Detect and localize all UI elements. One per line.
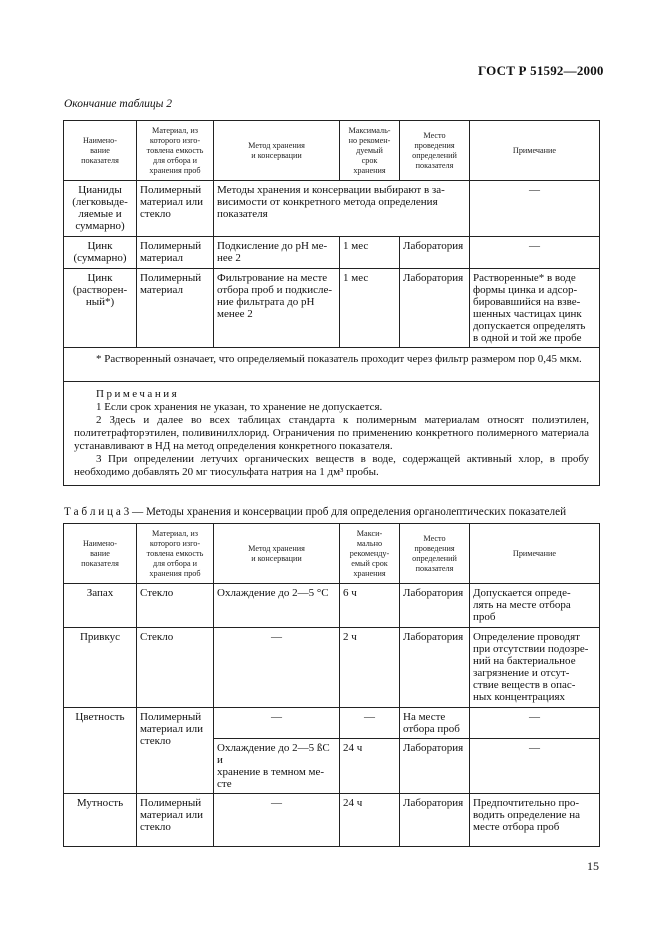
- col-header-method: Метод хранения и консервации: [214, 524, 340, 584]
- table3-header-row: [64, 524, 600, 584]
- row-method: —: [214, 708, 340, 739]
- col-header-method: Метод хранения и консервации: [214, 121, 340, 181]
- row-place: Лаборатория: [400, 237, 470, 269]
- row-term: 24 ч: [340, 739, 400, 794]
- col-header-name: Наимено- вание показателя: [64, 524, 137, 584]
- col-header-place: Место проведения определений показателя: [400, 121, 470, 181]
- col-header-place: Место проведения определений показателя: [400, 524, 470, 584]
- document-standard-header: ГОСТ Р 51592—2000: [478, 63, 604, 78]
- col-header-term: Макси- мально рекоменду- емый срок хранения: [340, 524, 400, 584]
- table2-footnote-row: [64, 348, 600, 382]
- row-place: На месте отбора проб: [400, 708, 470, 739]
- table-2: [63, 120, 600, 486]
- row-term: 1 мес: [340, 237, 400, 269]
- table-row: [64, 584, 600, 628]
- note-item: 3 При определении летучих органических веществ в воде, содержащей активный хлор, в пробу необходимо добавлять 20 мг тиосульфата натрия на 1 дм³ пробы.: [74, 453, 589, 478]
- table-row: [64, 181, 600, 237]
- table-3: [63, 523, 600, 847]
- table-row: [64, 237, 600, 269]
- note-item: 2 Здесь и далее во всех таблицах стандарта к полимерным материалам относят полиэтилен, политетрафторэтилен, поливинилхлорид. Ограничения по применению конкретного полимерного материала устанавливают в НД на метод определения конкретного показателя.: [74, 414, 589, 452]
- row-note: Растворенные* в воде формы цинка и адсор- бировавшийся на взве- шенных частицах цинк допускается определять в одной и той же пробе: [470, 269, 600, 348]
- table2-continuation-label: Окончание таблицы 2: [64, 98, 172, 110]
- table-row: [64, 708, 600, 739]
- row-place: Лаборатория: [400, 269, 470, 348]
- row-place: Лаборатория: [400, 584, 470, 628]
- page-number: 15: [587, 859, 599, 873]
- row-note: —: [470, 708, 600, 739]
- col-header-note: Примечание: [470, 121, 600, 181]
- col-header-name: Наимено- вание показателя: [64, 121, 137, 181]
- notes-title: Примечания: [96, 388, 180, 400]
- row-method: —: [214, 794, 340, 847]
- table-row: [64, 628, 600, 708]
- table2-header-row: [64, 121, 600, 181]
- table2-footnote-cell: [64, 348, 600, 382]
- table-row: [64, 794, 600, 847]
- row-name: Цинк (суммарно): [64, 237, 137, 269]
- row-note: —: [470, 739, 600, 794]
- row-name: Цветность: [64, 708, 137, 794]
- row-method: Охлаждение до 2—5 ßС и хранение в темном ме- сте: [214, 739, 340, 794]
- row-place: Лаборатория: [400, 794, 470, 847]
- row-material: Полимерный материал или стекло: [137, 794, 214, 847]
- row-name: Запах: [64, 584, 137, 628]
- table2-notes-row: [64, 382, 600, 486]
- table-row: [64, 269, 600, 348]
- row-note: Допускается опреде- лять на месте отбора проб: [470, 584, 600, 628]
- row-method: Фильтрование на месте отбора проб и подкисле- ние фильтрата до pH менее 2: [214, 269, 340, 348]
- row-place: Лаборатория: [400, 739, 470, 794]
- row-material: Полимерный материал: [137, 269, 214, 348]
- row-name: Цинк (растворен- ный*): [64, 269, 137, 348]
- row-term: 2 ч: [340, 628, 400, 708]
- table3-caption: Т а б л и ц а 3 — Методы хранения и консервации проб для определения органолептических показателей: [64, 506, 567, 518]
- row-note: Определение проводят при отсутствии подозре- ний на бактериальное загрязнение и отсут- ствие веществ в опас- ных концентрациях: [470, 628, 600, 708]
- row-name: Привкус: [64, 628, 137, 708]
- row-note: Предпочтительно про- водить определение на месте отбора проб: [470, 794, 600, 847]
- row-method: —: [214, 628, 340, 708]
- row-note: —: [470, 181, 600, 237]
- col-header-note: Примечание: [470, 524, 600, 584]
- row-term: 1 мес: [340, 269, 400, 348]
- table2-notes-cell: [64, 382, 600, 486]
- row-term: —: [340, 708, 400, 739]
- col-header-term: Максималь- но рекомен- дуемый срок хранения: [340, 121, 400, 181]
- col-header-material: Материал, из которого изго- товлена емкость для отбора и хранения проб: [137, 121, 214, 181]
- row-material: Полимерный материал или стекло: [137, 181, 214, 237]
- row-material: Стекло: [137, 584, 214, 628]
- row-term: 6 ч: [340, 584, 400, 628]
- row-name: Мутность: [64, 794, 137, 847]
- row-material: Стекло: [137, 628, 214, 708]
- row-material: Полимерный материал или стекло: [137, 708, 214, 794]
- row-method: Охлаждение до 2—5 °С: [214, 584, 340, 628]
- row-method: Подкисление до pH ме- нее 2: [214, 237, 340, 269]
- row-note: —: [470, 237, 600, 269]
- row-name: Цианиды (легковыде- ляемые и суммарно): [64, 181, 137, 237]
- row-material: Полимерный материал: [137, 237, 214, 269]
- row-method: Методы хранения и консервации выбирают в за- висимости от конкретного метода определения показателя: [214, 181, 470, 237]
- footnote-text: * Растворенный означает, что определяемый показатель проходит через фильтр размером пор 0,45 мкм.: [96, 353, 582, 365]
- row-term: 24 ч: [340, 794, 400, 847]
- col-header-material: Материал, из которого изго- товлена емкость для отбора и хранения проб: [137, 524, 214, 584]
- note-item: 1 Если срок хранения не указан, то хранение не допускается.: [96, 401, 383, 413]
- row-place: Лаборатория: [400, 628, 470, 708]
